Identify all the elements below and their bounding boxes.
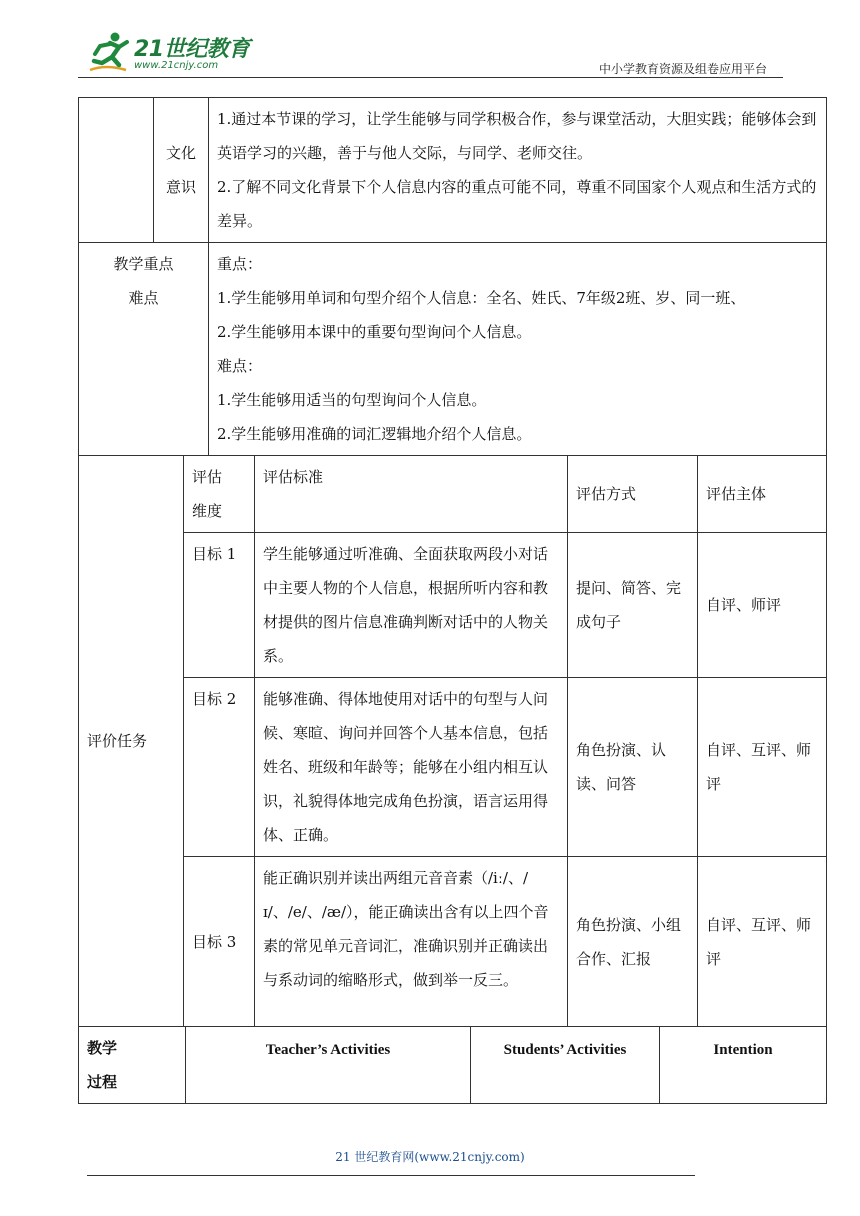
difficulty-heading: 难点：	[217, 357, 263, 375]
method-header: 评估方式	[568, 456, 698, 533]
subject-header: 评估主体	[698, 456, 827, 533]
subject-cell: 自评、互评、师评	[698, 678, 827, 857]
goal-cell: 目标 3	[184, 857, 255, 1027]
standard-cell: 能够准确、得体地使用对话中的句型与人问候、寒暄、询问并回答个人基本信息，包括姓名、班级和年龄等；能够在小组内相互认识，礼貌得体地完成角色扮演，语言运用得体、正确。	[255, 678, 568, 857]
teacher-activities-header: Teacher’s Activities	[186, 1027, 471, 1104]
culture-item: 2.了解不同文化背景下个人信息内容的重点可能不同，尊重不同国家个人观点和生活方式的差异。	[217, 178, 817, 230]
standard-cell: 能正确识别并读出两组元音音素（/iː/、/ɪ/、/e/、/æ/），能正确读出含有以上四个音素的常见单元音词汇，准确识别并正确读出与系动词的缩略形式，做到举一反三。	[255, 857, 568, 1027]
evaluation-label: 评价任务	[79, 456, 184, 1027]
process-section	[78, 1026, 827, 1104]
students-activities-header: Students’ Activities	[471, 1027, 660, 1104]
focus-item: 1.学生能够用单词和句型介绍个人信息：全名、姓氏、7年级2班、岁、同一班、	[217, 289, 746, 307]
culture-item: 1.通过本节课的学习，让学生能够与同学积极合作，参与课堂活动，大胆实践；能够体会到英语学习的兴趣，善于与他人交际，与同学、老师交往。	[217, 110, 817, 162]
standard-header: 评估标准	[255, 456, 568, 533]
runner-icon	[88, 30, 130, 74]
standard-cell: 学生能够通过听准确、全面获取两段小对话中主要人物的个人信息，根据所听内容和教材提供的图片信息准确判断对话中的人物关系。	[255, 533, 568, 678]
table-row	[79, 857, 827, 1027]
process-label: 教学 过程	[79, 1027, 186, 1104]
key-points-label: 教学重点 难点	[79, 243, 209, 456]
logo-title: 21世纪教育	[134, 37, 250, 62]
goal-cell: 目标 1	[184, 533, 255, 678]
subject-cell: 自评、互评、师评	[698, 857, 827, 1027]
evaluation-section	[78, 455, 827, 1027]
dimension-header: 评估 维度	[184, 456, 255, 533]
culture-section	[78, 97, 827, 243]
platform-name: 中小学教育资源及组卷应用平台	[598, 62, 767, 76]
goal-cell: 目标 2	[184, 678, 255, 857]
culture-label: 文化 意识	[154, 98, 209, 243]
focus-heading: 重点：	[217, 255, 263, 273]
intention-header: Intention	[660, 1027, 827, 1104]
header-divider	[78, 77, 783, 78]
difficulty-item: 1.学生能够用适当的句型询问个人信息。	[217, 391, 487, 409]
key-points-content	[209, 243, 827, 456]
focus-item: 2.学生能够用本课中的重要句型询问个人信息。	[217, 323, 532, 341]
logo	[88, 30, 278, 76]
difficulty-item: 2.学生能够用准确的词汇逻辑地介绍个人信息。	[217, 425, 532, 443]
footer-source: 21 世纪教育网(www.21cnjy.com)	[335, 1150, 525, 1164]
lesson-plan-table	[78, 97, 827, 1104]
empty-cell	[79, 98, 154, 243]
method-cell: 角色扮演、小组合作、汇报	[568, 857, 698, 1027]
method-cell: 提问、简答、完成句子	[568, 533, 698, 678]
method-cell: 角色扮演、认读、问答	[568, 678, 698, 857]
key-points-section	[78, 242, 827, 456]
page-header	[78, 30, 783, 78]
subject-cell: 自评、师评	[698, 533, 827, 678]
table-row	[79, 678, 827, 857]
logo-url: www.21cnjy.com	[134, 60, 219, 71]
culture-content	[209, 98, 827, 243]
footer-divider	[87, 1175, 695, 1176]
table-row	[79, 533, 827, 678]
